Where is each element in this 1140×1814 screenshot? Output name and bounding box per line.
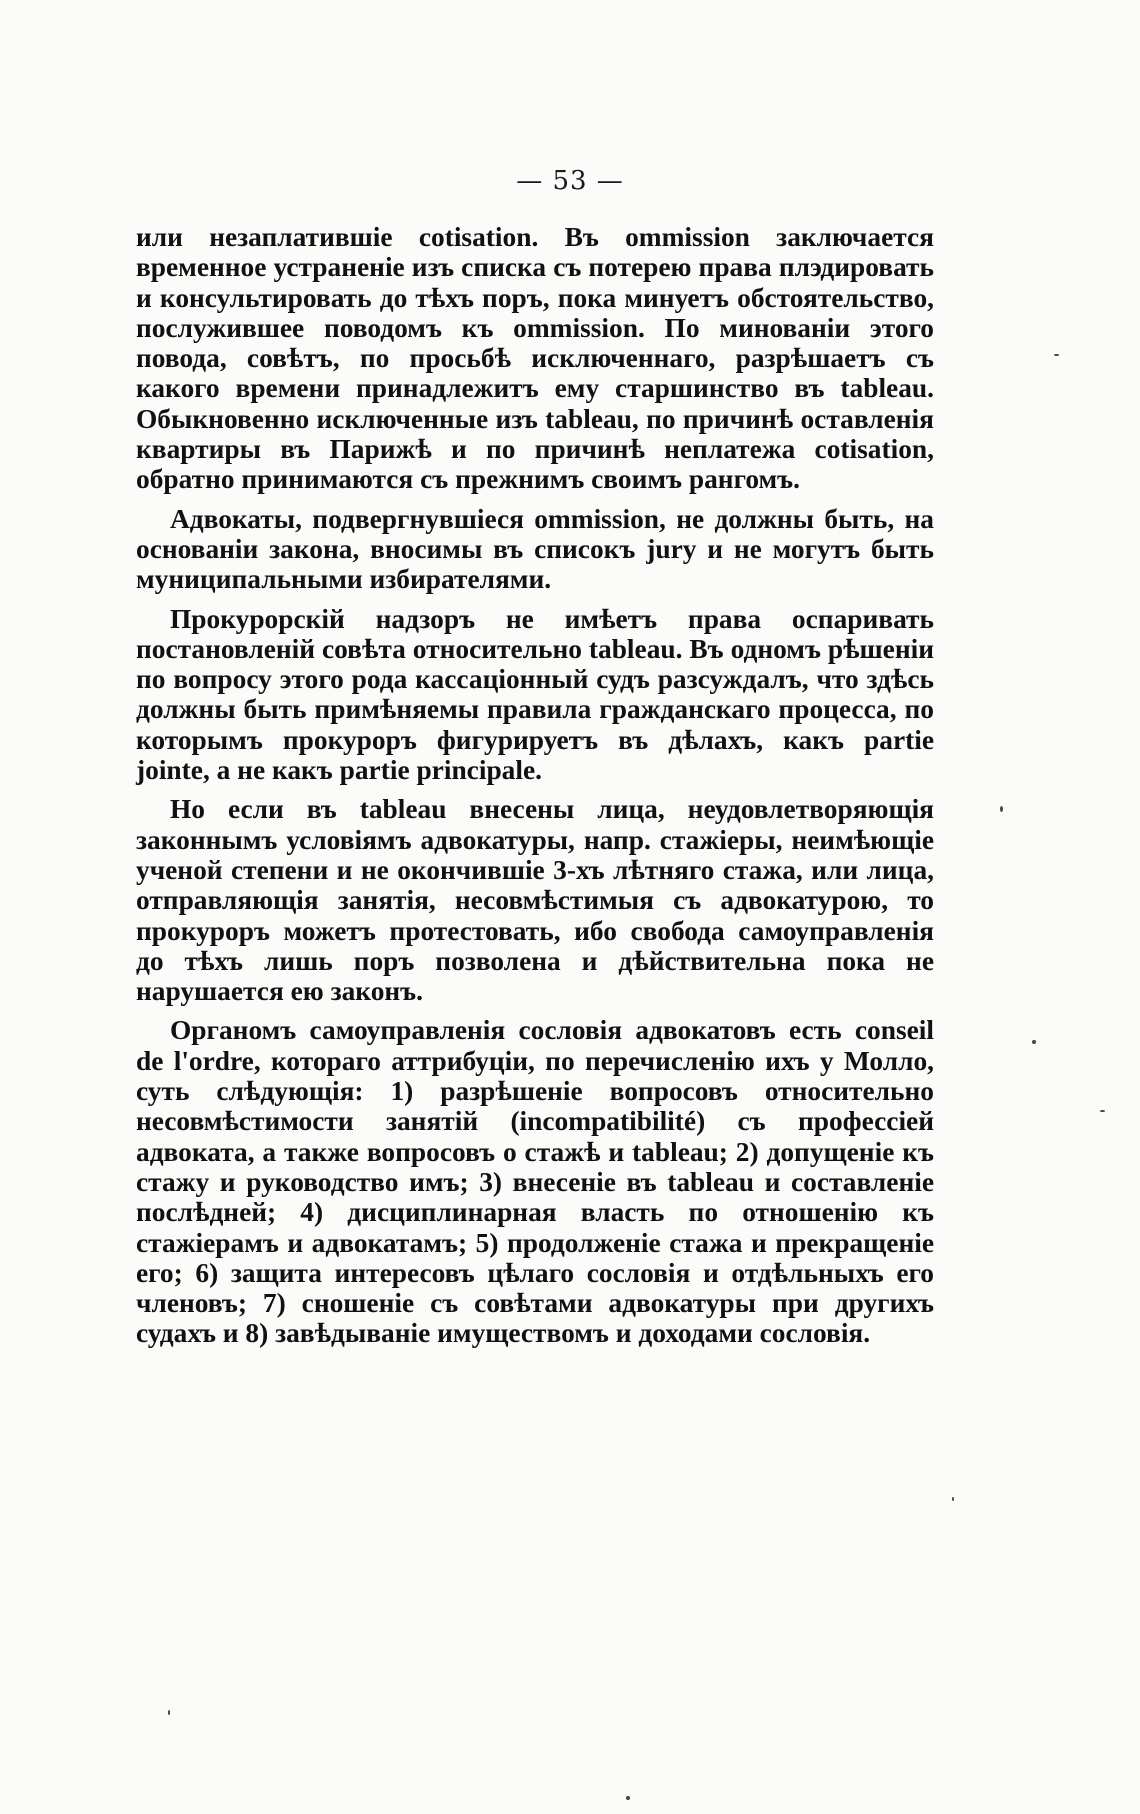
paragraph-4: Но если въ tableau внесены лица, неудовлетворяющія законнымъ условіямъ адвокатуры, напр. стажіеры, неимѣющіе ученой степени и не окончившіе 3-хъ лѣтняго стажа, или лица, отправляющія занятія, несовмѣстимыя съ адвокатурою, то прокуроръ можетъ протестовать, ибо свобода самоуправленія до тѣхъ лишь поръ позволена и дѣйствительна пока не нарушается ею законъ. <box>136 794 934 1007</box>
scan-speck <box>1000 806 1003 812</box>
paragraph-1: или незаплатившіе cotisation. Въ ommission заключается временное устраненіе изъ списка съ потерею права плэдировать и консультировать до тѣхъ поръ, пока минуетъ обстоятельство, послужившее поводомъ къ ommission. По минованіи этого повода, совѣтъ, по просьбѣ исключеннаго, разрѣшаетъ съ какого времени принадлежитъ ему старшинство въ tableau. Обыкновенно исключенные изъ tableau, по причинѣ оставленія квартиры въ Парижѣ и по причинѣ неплатежа cotisation, обратно принимаются съ прежнимъ своимъ рангомъ. <box>136 222 934 495</box>
scan-speck <box>168 1710 170 1715</box>
scan-speck <box>952 1497 954 1501</box>
paragraph-5: Органомъ самоуправленія сословія адвокатовъ есть conseil de l'ordre, котораго аттрибуціи, по перечисленію ихъ у Молло, суть слѣдующія: 1) разрѣшеніе вопросовъ относительно несовмѣстимости занятій (incompatibilité) съ профессіей адвоката, а также вопросовъ о стажѣ и tableau; 2) допущеніе къ стажу и руководство имъ; 3) внесеніе въ tableau и составленіе послѣдней; 4) дисциплинарная власть по отношенію къ стажіерамъ и адвокатамъ; 5) продолженіе стажа и прекращеніе его; 6) защита интересовъ цѣлаго сословія и отдѣльныхъ его членовъ; 7) сношеніе съ совѣтами адвокатуры при другихъ судахъ и 8) завѣдываніе имуществомъ и доходами сословія. <box>136 1015 934 1349</box>
body-text <box>136 222 934 1358</box>
paragraph-3: Прокурорскій надзоръ не имѣетъ права оспаривать постановленій совѣта относительно tableau. Въ одномъ рѣшеніи по вопросу этого рода кассаціонный судъ разсуждалъ, что здѣсь должны быть примѣняемы правила гражданскаго процесса, по которымъ прокуроръ фигурируетъ въ дѣлахъ, какъ partie jointe, а не какъ partie principale. <box>136 603 934 786</box>
scan-speck <box>626 1796 630 1800</box>
scan-speck <box>1100 1110 1105 1112</box>
paragraph-2: Адвокаты, подвергнувшіеся ommission, не должны быть, на основаніи закона, вносимы въ списокъ jury и не могутъ быть муниципальными избирателями. <box>136 503 934 595</box>
scan-speck <box>1054 354 1059 356</box>
scan-speck <box>1032 1040 1036 1044</box>
page-number: — 53 — <box>516 166 624 196</box>
